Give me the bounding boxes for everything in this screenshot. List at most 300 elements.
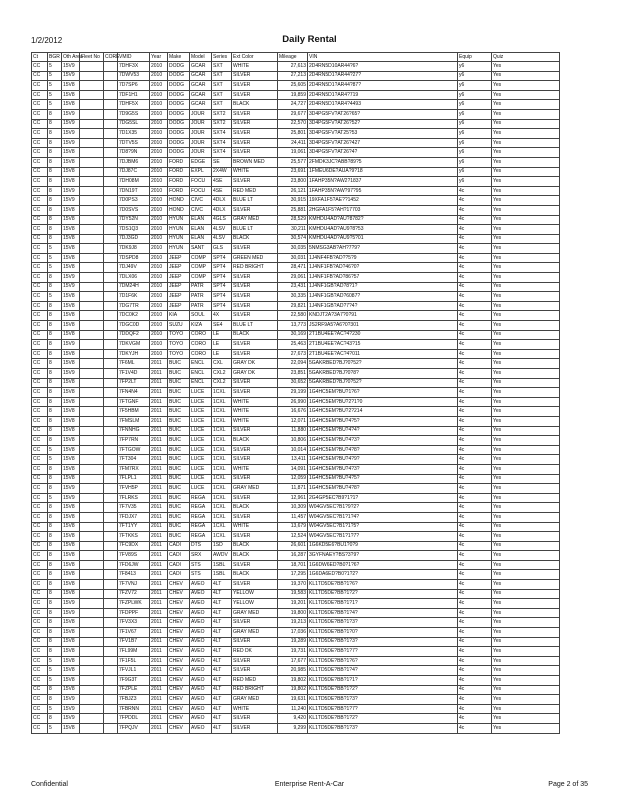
table-cell: 5 <box>48 100 62 110</box>
table-cell: Yes <box>492 292 560 302</box>
table-cell <box>104 388 118 398</box>
table-cell <box>80 512 104 522</box>
table-cell: 15V9 <box>62 608 80 618</box>
table-cell: 8 <box>48 464 62 474</box>
table-cell: 27,213 <box>278 71 308 81</box>
table-cell <box>104 196 118 206</box>
table-cell: 4LT <box>212 589 232 599</box>
table-cell: 5 <box>48 244 62 254</box>
table-cell: 2011 <box>150 541 168 551</box>
table-cell: 7DKYJH <box>118 349 150 359</box>
table-cell: Yes <box>492 723 560 733</box>
table-cell: SOUL <box>190 311 212 321</box>
table-cell: W04GV5EC?B1?1?4? <box>308 512 458 522</box>
table-cell <box>80 205 104 215</box>
table-cell: 2011 <box>150 666 168 676</box>
table-cell: CC <box>32 157 48 167</box>
table-cell: 15V9 <box>62 62 80 72</box>
table-cell: CHEV <box>168 685 190 695</box>
table-cell: 7FDJX7 <box>118 512 150 522</box>
table-cell: 12,961 <box>278 493 308 503</box>
table-cell: SILVER <box>232 81 278 91</box>
table-cell: 10,806 <box>278 436 308 446</box>
table-cell: JEEP <box>168 253 190 263</box>
table-cell: COMP <box>190 273 212 283</box>
table-cell: REGA <box>190 522 212 532</box>
table-cell: DODG <box>168 138 190 148</box>
table-header-row <box>32 53 560 62</box>
table-cell: 4c <box>458 541 492 551</box>
column-header: Fleet No <box>80 53 104 62</box>
table-cell: DODG <box>168 90 190 100</box>
table-cell <box>80 225 104 235</box>
table-cell: CC <box>32 186 48 196</box>
table-cell: 2010 <box>150 244 168 254</box>
table-cell: 4c <box>458 426 492 436</box>
table-cell: 2D4RN5D10AR44?6? <box>308 62 458 72</box>
table-cell: 7D8?9N <box>118 148 150 158</box>
table-cell: 15V9 <box>62 282 80 292</box>
table-cell: LUCE <box>190 416 212 426</box>
table-cell: BUIC <box>168 407 190 417</box>
table-cell: 2D4RN5D1?AR4?719 <box>308 90 458 100</box>
table-cell: 2011 <box>150 637 168 647</box>
table-cell: 4X <box>212 311 232 321</box>
table-row <box>32 589 560 599</box>
table-cell: CC <box>32 253 48 263</box>
table-row <box>32 503 560 513</box>
table-cell: 19,731 <box>278 647 308 657</box>
table-cell: 15V8 <box>62 407 80 417</box>
table-cell: SILVER <box>232 244 278 254</box>
table-cell: 25,801 <box>278 129 308 139</box>
table-cell <box>80 618 104 628</box>
table-cell: CC <box>32 138 48 148</box>
table-cell: 1G4HC5EM?BU?4?3? <box>308 464 458 474</box>
table-cell: 8 <box>48 618 62 628</box>
table-cell: 7FPDDL <box>118 714 150 724</box>
table-cell: 2011 <box>150 647 168 657</box>
table-cell: SILVER <box>232 71 278 81</box>
table-row <box>32 599 560 609</box>
table-cell: CC <box>32 628 48 638</box>
table-row <box>32 474 560 484</box>
table-cell <box>104 541 118 551</box>
table-cell: 4c <box>458 503 492 513</box>
table-cell: Yes <box>492 714 560 724</box>
table-cell: Yes <box>492 685 560 695</box>
table-cell: 8 <box>48 301 62 311</box>
table-cell: 30,035 <box>278 244 308 254</box>
table-cell: BROWN MED <box>232 157 278 167</box>
table-cell: 19,370 <box>278 580 308 590</box>
table-cell: 2010 <box>150 119 168 129</box>
table-cell: CC <box>32 532 48 542</box>
table-row <box>32 666 560 676</box>
table-cell: CHEV <box>168 618 190 628</box>
table-cell: CC <box>32 484 48 494</box>
table-cell: 15V9 <box>62 340 80 350</box>
table-cell: 2011 <box>150 589 168 599</box>
table-cell: BUIC <box>168 484 190 494</box>
table-cell: SE <box>212 157 232 167</box>
table-cell: 25,577 <box>278 157 308 167</box>
table-cell: 2D4RN5D1?AR4?4493 <box>308 100 458 110</box>
table-cell: W04GV5EC?B1?9?2? <box>308 503 458 513</box>
table-cell: 8 <box>48 321 62 331</box>
table-row <box>32 138 560 148</box>
table-cell: 2011 <box>150 359 168 369</box>
table-cell: 2010 <box>150 129 168 139</box>
table-cell: Yes <box>492 378 560 388</box>
table-cell: KL1TD5DE?BB?1?3? <box>308 695 458 705</box>
table-cell: SILVER <box>232 109 278 119</box>
table-cell: 7F7VNJ <box>118 580 150 590</box>
table-cell: 5 <box>48 263 62 273</box>
table-cell: 8 <box>48 157 62 167</box>
table-cell: y6 <box>458 157 492 167</box>
table-cell: 2011 <box>150 551 168 561</box>
table-cell: REGA <box>190 532 212 542</box>
table-cell: 8 <box>48 647 62 657</box>
table-cell: BUIC <box>168 532 190 542</box>
table-cell <box>80 637 104 647</box>
table-cell <box>80 378 104 388</box>
table-cell: 8 <box>48 714 62 724</box>
table-cell: 15V8 <box>62 647 80 657</box>
table-cell: PATR <box>190 301 212 311</box>
table-cell <box>80 349 104 359</box>
table-cell <box>80 177 104 187</box>
table-cell: 9,299 <box>278 723 308 733</box>
table-cell: 2010 <box>150 330 168 340</box>
table-cell: 4c <box>458 205 492 215</box>
table-row <box>32 676 560 686</box>
table-cell: AVEO <box>190 637 212 647</box>
table-cell: SXT4 <box>212 129 232 139</box>
table-row <box>32 455 560 465</box>
table-cell: BUIC <box>168 359 190 369</box>
table-cell: JOUR <box>190 138 212 148</box>
table-row <box>32 445 560 455</box>
table-cell: 2010 <box>150 177 168 187</box>
table-cell: Yes <box>492 464 560 474</box>
table-cell: 30,915 <box>278 196 308 206</box>
table-row <box>32 512 560 522</box>
table-cell: 7F6ML <box>118 359 150 369</box>
table-cell: 24,411 <box>278 138 308 148</box>
table-cell: 2010 <box>150 205 168 215</box>
table-cell: 7FTKKS <box>118 532 150 542</box>
table-cell: 4c <box>458 253 492 263</box>
table-cell: 1G4HC5EM?BU?2?1?0 <box>308 397 458 407</box>
table-cell: 15V8 <box>62 311 80 321</box>
table-cell: 7DSPD8 <box>118 253 150 263</box>
table-cell: 15V8 <box>62 426 80 436</box>
table-row <box>32 484 560 494</box>
table-cell <box>104 129 118 139</box>
table-cell <box>80 62 104 72</box>
table-cell: STS <box>190 570 212 580</box>
table-cell: 23,691 <box>278 167 308 177</box>
table-cell: BLACK <box>232 330 278 340</box>
table-cell: Yes <box>492 656 560 666</box>
table-cell: 5 <box>48 292 62 302</box>
table-cell: CORO <box>190 330 212 340</box>
table-row <box>32 62 560 72</box>
table-cell <box>104 589 118 599</box>
table-cell: 2011 <box>150 503 168 513</box>
table-cell: AVEO <box>190 685 212 695</box>
table-cell: Yes <box>492 215 560 225</box>
table-cell: CC <box>32 666 48 676</box>
table-cell <box>104 445 118 455</box>
table-cell: 14,091 <box>278 464 308 474</box>
table-cell <box>80 666 104 676</box>
table-cell: Yes <box>492 416 560 426</box>
table-cell <box>80 359 104 369</box>
table-cell: 7DHF5X <box>118 100 150 110</box>
table-cell: GREEN MED <box>232 253 278 263</box>
table-cell: Yes <box>492 301 560 311</box>
table-cell: y6 <box>458 119 492 129</box>
table-row <box>32 560 560 570</box>
table-cell: 4DLX <box>212 196 232 206</box>
table-cell: PATR <box>190 292 212 302</box>
table-row <box>32 100 560 110</box>
table-cell: 15V8 <box>62 580 80 590</box>
table-cell: CHEV <box>168 608 190 618</box>
table-cell: KL1TD5DE?BB?1?3? <box>308 723 458 733</box>
table-cell: Yes <box>492 388 560 398</box>
table-cell <box>104 714 118 724</box>
table-cell: 8 <box>48 522 62 532</box>
table-cell: BUIC <box>168 388 190 398</box>
table-cell: 1CXL <box>212 474 232 484</box>
table-cell: 2010 <box>150 311 168 321</box>
table-cell: 4LT <box>212 685 232 695</box>
table-cell: 4LT <box>212 580 232 590</box>
table-cell: 1G4HC5EM?BU?4?3? <box>308 436 458 446</box>
column-header: VIN <box>308 53 458 62</box>
table-cell: 7F1V67 <box>118 628 150 638</box>
table-cell: 7DLX06 <box>118 273 150 283</box>
table-cell: Yes <box>492 273 560 283</box>
table-cell: CC <box>32 263 48 273</box>
table-cell: 1G4HC5EM?BU?4?4? <box>308 426 458 436</box>
table-cell: RED DK <box>232 647 278 657</box>
table-cell: BUIC <box>168 426 190 436</box>
table-cell: 7F1V4D <box>118 369 150 379</box>
table-cell: y6 <box>458 138 492 148</box>
table-cell: 7FVJL1 <box>118 666 150 676</box>
table-cell: 15V8 <box>62 225 80 235</box>
table-cell: CC <box>32 148 48 158</box>
table-cell: Yes <box>492 541 560 551</box>
table-cell: CC <box>32 388 48 398</box>
table-cell <box>104 532 118 542</box>
table-cell: Yes <box>492 551 560 561</box>
table-cell: 8 <box>48 580 62 590</box>
table-cell: LUCE <box>190 436 212 446</box>
table-row <box>32 656 560 666</box>
table-cell: SILVER <box>232 129 278 139</box>
table-cell: 4LT <box>212 656 232 666</box>
table-cell: LUCE <box>190 464 212 474</box>
table-cell <box>80 215 104 225</box>
table-cell: Yes <box>492 321 560 331</box>
table-cell: 28,471 <box>278 263 308 273</box>
table-cell: SILVER <box>232 148 278 158</box>
table-cell: CC <box>32 541 48 551</box>
table-cell: 2011 <box>150 608 168 618</box>
table-cell <box>104 138 118 148</box>
table-cell: 7FMSLM <box>118 416 150 426</box>
table-cell <box>104 580 118 590</box>
table-cell: 7DN19T <box>118 186 150 196</box>
table-cell <box>104 148 118 158</box>
table-cell <box>104 570 118 580</box>
table-cell: 7FTGNF <box>118 397 150 407</box>
table-cell: Yes <box>492 704 560 714</box>
table-cell: 19,800 <box>278 608 308 618</box>
table-cell: 15V8 <box>62 676 80 686</box>
table-cell: 8 <box>48 225 62 235</box>
table-cell: 2010 <box>150 62 168 72</box>
table-cell: 15V8 <box>62 90 80 100</box>
column-header: VMID <box>118 53 150 62</box>
table-cell: Yes <box>492 580 560 590</box>
table-cell: CADI <box>168 541 190 551</box>
table-cell: FORD <box>168 157 190 167</box>
table-cell: 1CXL <box>212 416 232 426</box>
table-cell <box>104 330 118 340</box>
table-cell: 7DH08M <box>118 177 150 187</box>
table-cell: 4c <box>458 225 492 235</box>
table-cell: 7FBRNN <box>118 704 150 714</box>
table-cell: 15V8 <box>62 723 80 733</box>
table-cell: 23,800 <box>278 177 308 187</box>
table-cell <box>104 177 118 187</box>
table-cell: LUCE <box>190 407 212 417</box>
table-cell: 7DM24H <box>118 282 150 292</box>
table-cell: 8 <box>48 388 62 398</box>
table-cell: CC <box>32 723 48 733</box>
table-cell: Yes <box>492 369 560 379</box>
table-cell: BUIC <box>168 397 190 407</box>
table-cell <box>104 340 118 350</box>
table-row <box>32 129 560 139</box>
table-cell: 5 <box>48 704 62 714</box>
table-cell <box>104 618 118 628</box>
table-cell: 7FPQJV <box>118 723 150 733</box>
table-cell: 4c <box>458 551 492 561</box>
table-row <box>32 301 560 311</box>
table-cell: 2010 <box>150 301 168 311</box>
table-cell: 1CXL <box>212 397 232 407</box>
table-cell <box>80 416 104 426</box>
table-cell: 2011 <box>150 532 168 542</box>
table-cell: 7D0SVS <box>118 205 150 215</box>
table-cell <box>80 599 104 609</box>
table-cell: SXT <box>212 71 232 81</box>
table-cell: 4c <box>458 234 492 244</box>
table-cell: Yes <box>492 282 560 292</box>
table-cell <box>80 253 104 263</box>
table-cell: BLUE LT <box>232 321 278 331</box>
table-cell <box>104 704 118 714</box>
table-cell: CC <box>32 225 48 235</box>
table-cell: FOCU <box>190 186 212 196</box>
table-cell <box>80 148 104 158</box>
table-cell <box>104 416 118 426</box>
table-cell: SRX <box>190 551 212 561</box>
table-cell: CC <box>32 445 48 455</box>
table-cell <box>104 685 118 695</box>
table-cell: 1G4HC5EM?BU?4?5? <box>308 474 458 484</box>
table-row <box>32 81 560 91</box>
table-cell: 15V8 <box>62 464 80 474</box>
table-cell: 3D4PG5FV?AT25?53 <box>308 129 458 139</box>
table-cell: TOYO <box>168 349 190 359</box>
table-cell: 7FBJZ3 <box>118 695 150 705</box>
table-row <box>32 90 560 100</box>
table-cell: 8 <box>48 234 62 244</box>
table-cell: 15V9 <box>62 695 80 705</box>
table-cell: 15V8 <box>62 167 80 177</box>
table-cell: AVEO <box>190 599 212 609</box>
table-row <box>32 186 560 196</box>
table-cell: SILVER <box>232 560 278 570</box>
table-cell: ENCL <box>190 378 212 388</box>
table-cell: CIVC <box>190 196 212 206</box>
table-cell: 19,631 <box>278 695 308 705</box>
table-cell: 7DTV5S <box>118 138 150 148</box>
table-cell: 1SBL <box>212 570 232 580</box>
table-cell: Yes <box>492 225 560 235</box>
table-cell: 19,802 <box>278 676 308 686</box>
table-cell: Yes <box>492 167 560 177</box>
table-cell: CC <box>32 695 48 705</box>
table-cell: WHITE <box>232 397 278 407</box>
table-cell <box>80 474 104 484</box>
table-cell: Yes <box>492 157 560 167</box>
table-cell: 19,213 <box>278 618 308 628</box>
table-cell: 1CXL <box>212 445 232 455</box>
table-cell: 2010 <box>150 215 168 225</box>
table-cell: KL1TD5DE?BB?1?4? <box>308 608 458 618</box>
column-header: Ct <box>32 53 48 62</box>
table-cell: ELAN <box>190 215 212 225</box>
table-cell: GLS <box>212 244 232 254</box>
table-cell <box>104 369 118 379</box>
table-cell: CC <box>32 167 48 177</box>
table-cell: Yes <box>492 570 560 580</box>
table-cell <box>104 493 118 503</box>
table-cell: CHEV <box>168 695 190 705</box>
table-cell: SILVER <box>232 445 278 455</box>
table-cell: 4c <box>458 244 492 254</box>
table-row <box>32 253 560 263</box>
table-cell: 16,676 <box>278 407 308 417</box>
table-cell: RED BRIGHT <box>232 263 278 273</box>
table-cell: LUCE <box>190 455 212 465</box>
table-cell: Yes <box>492 129 560 139</box>
table-cell <box>80 340 104 350</box>
table-cell <box>80 301 104 311</box>
table-cell: 2011 <box>150 484 168 494</box>
table-cell: LUCE <box>190 445 212 455</box>
